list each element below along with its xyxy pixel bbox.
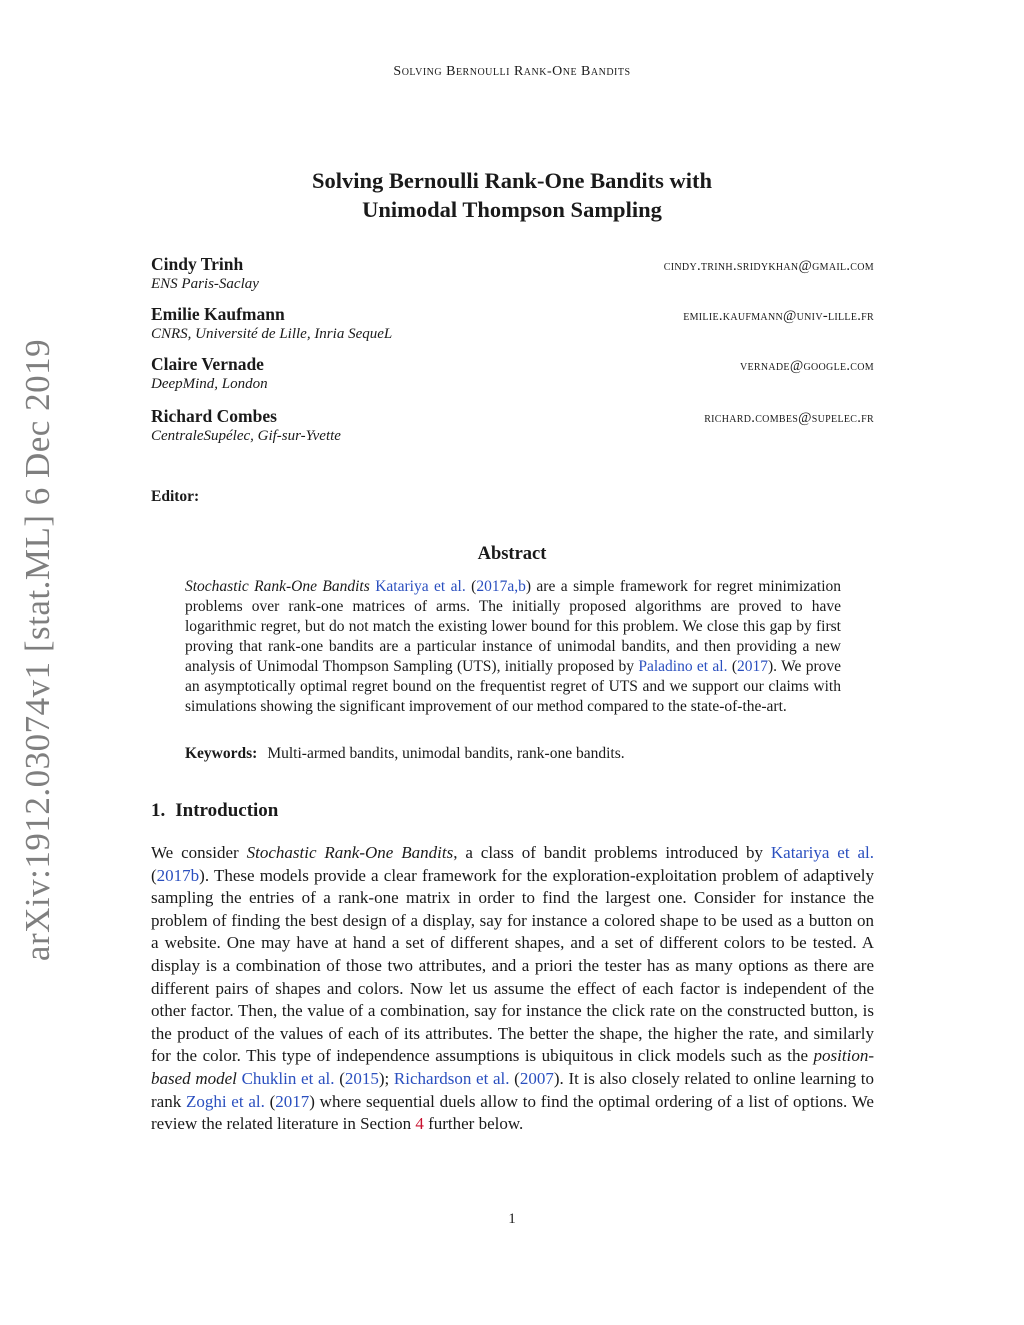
citation-link[interactable]: Katariya et al. <box>770 843 874 862</box>
paper-title-line-1: Solving Bernoulli Rank-One Bandits with <box>311 168 713 193</box>
author-name: Claire Vernade <box>151 354 264 374</box>
author-entry <box>151 354 874 393</box>
abstract-heading: Abstract <box>477 544 547 564</box>
citation-year-link[interactable]: 2015 <box>344 1068 379 1088</box>
author-email[interactable]: vernade@google.com <box>739 358 874 374</box>
author-email[interactable]: emilie.kaufmann@univ-lille.fr <box>683 308 874 324</box>
author-entry <box>151 406 874 445</box>
author-affiliation: CNRS, Université de Lille, Inria SequeL <box>151 326 393 342</box>
editor-label: Editor: <box>151 488 200 505</box>
citation-link[interactable]: Richardson et al. <box>393 1068 510 1088</box>
paper-title-line-2: Unimodal Thompson Sampling <box>362 197 662 222</box>
abstract-body: Stochastic Rank-One Bandits Katariya et al. (2017a,b) are a simple framework for regret minimization problems over rank-one matrices of arms. The initially proposed algorithms are proved to have logarithmic regret, but do not match the existing lower bound for this problem. We close this gap by first proving that rank-one bandits are a particular instance of unimodal bandits, and then providing a new analysis of Unimodal Thompson Sampling (UTS), initially proposed by Paladino et al. (2017). We prove an asymptotically optimal regret bound on the frequentist regret of UTS and we support our claims with simulations showing the significant improvement of our method compared to the state-of-the-art. <box>185 578 842 715</box>
author-name: Cindy Trinh <box>151 254 244 274</box>
section-reference-link[interactable]: 4 <box>415 1114 424 1134</box>
intro-paragraph: We consider Stochastic Rank-One Bandits, a class of bandit problems introduced by Katariya et al. (2017b). These models provide a clear framework for the exploration-exploitation problem of adaptively sampling the entries of a rank-one matrix in order to find the largest one. Consider for instance the problem of finding the best design of a display, say for instance a colored shape to be used as a button on a website. One may have at hand a set of different shapes, and a set of different colors to be tested. A display is a combination of those two attributes, and a priori the tester has as many options as there are different pairs of shapes and colors. Now let us assume the effect of each factor is independent of the other factor. Then, the value of a combination, say for instance the click rate on the constructed button, is the product of the values of each of its attributes. The better the shape, the higher the rate, and similarly for the color. This type of independence assumptions is ubiquitous in click models such as the position-based model Chuklin et al. (2015); Richardson et al. (2007). It is also closely related to online learning to rank Zoghi et al. (2017) where sequential duels allow to find the optimal ordering of a list of options. We review the related literature in Section 4 further below. <box>151 843 874 1134</box>
keywords-label: Keywords: <box>185 745 258 762</box>
citation-link[interactable]: Zoghi et al. <box>185 1091 265 1111</box>
citation-link[interactable]: Paladino et al. <box>638 658 728 675</box>
citation-year-link[interactable]: 2007 <box>519 1068 554 1088</box>
abstract-lead-term: Stochastic Rank-One Bandits <box>185 578 370 595</box>
author-affiliation: ENS Paris-Saclay <box>151 276 259 292</box>
section-title: Introduction <box>175 800 279 821</box>
section-heading <box>151 800 278 822</box>
author-entry <box>151 254 874 293</box>
citation-year-link[interactable]: 2017a,b <box>476 578 526 595</box>
author-name: Richard Combes <box>151 406 277 426</box>
citation-year-link[interactable]: 2017 <box>275 1091 310 1111</box>
citation-link[interactable]: Katariya et al. <box>375 578 466 595</box>
abstract-text: are a simple framework for regret minimization problems over rank-one matrices of arms. The initially proposed algorithms are proved to have logarithmic regret, but do not match the existing lower bound for this problem. We close this gap by first proving that rank-one bandits are a particular instance of unimodal bandits, and then providing a new analysis of Unimodal Thompson Sampling (UTS), initially proposed by <box>185 578 842 675</box>
keywords <box>185 745 841 763</box>
author-email[interactable]: cindy.trinh.sridykhan@gmail.com <box>663 258 874 274</box>
citation-year-link[interactable]: 2017b <box>156 865 200 885</box>
citation-link[interactable]: Chuklin et al. <box>241 1068 335 1088</box>
emphasis: position-based model <box>151 1046 874 1088</box>
citation-year-link[interactable]: 2017 <box>737 658 768 675</box>
section-number: 1. <box>151 800 166 821</box>
author-entry <box>151 304 874 343</box>
arxiv-stamp <box>18 338 58 962</box>
author-affiliation: DeepMind, London <box>151 376 268 392</box>
paper-title <box>0 166 1024 224</box>
author-name: Emilie Kaufmann <box>151 304 285 324</box>
author-email[interactable]: richard.combes@supelec.fr <box>704 410 874 426</box>
author-affiliation: CentraleSupélec, Gif-sur-Yvette <box>151 428 341 444</box>
arxiv-stamp-text: arXiv:1912.03074v1 [stat.ML] 6 Dec 2019 <box>18 338 57 962</box>
abstract-text: . We prove an asymptotically optimal regret bound on the frequentist regret of UTS and we support our claims with simulations showing the significant improvement of our method compared to the state-of-the-art. <box>185 658 841 715</box>
emphasis: Stochastic Rank-One Bandits <box>246 843 454 862</box>
keywords-text: Multi-armed bandits, unimodal bandits, rank-one bandits. <box>267 745 625 762</box>
running-head: Solving Bernoulli Rank-One Bandits <box>393 64 631 79</box>
page-number: 1 <box>508 1211 516 1227</box>
